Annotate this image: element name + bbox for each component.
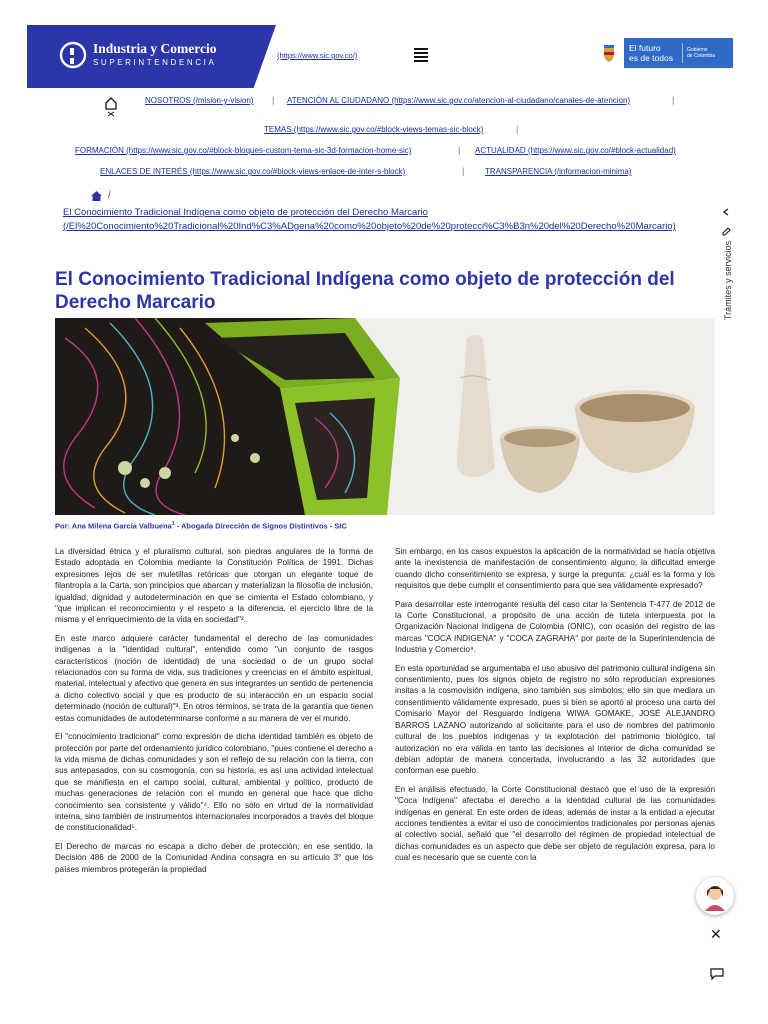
nav-enlaces[interactable]: ENLACES DE INTERÉS (https://www.sic.gov.co/#block-views-enlace-de-inter-s-block): [100, 167, 406, 176]
nav-formacion[interactable]: FORMACIÓN (https://www.sic.gov.co/#block-bloques-custom-tema-sic-3d-formacion-home-sic): [75, 146, 412, 155]
author-role: - Abogada Dirección de Signos Distintivos - SIC: [174, 521, 347, 531]
footnote-marker[interactable]: 1: [171, 521, 175, 527]
gov-label-line1: Gobierno: [687, 47, 708, 53]
chat-assistant-avatar[interactable]: [696, 877, 734, 915]
logo-subtitle: SUPERINTENDENCIA: [93, 58, 217, 67]
tramites-label[interactable]: Trámites y servicios: [723, 240, 733, 320]
paragraph: Sin embargo, en los casos expuestos la aplicación de la normatividad se hacía objetiva ante la inexistencia de manifestación de consentimiento alguno; la dificultad emerge cuando dicho consentimiento se expresa, y surge la pregunta: ¿cuál es la forma y los requisitos que debe cumplir el consentimiento para que sea válidamente expresado?: [395, 547, 715, 591]
pencil-icon: [721, 226, 732, 237]
gov-divider: [682, 43, 683, 63]
site-home-link[interactable]: (https://www.sic.gov.co/): [277, 51, 358, 60]
nav-transparencia[interactable]: TRANSPARENCIA (/informacion-minima): [485, 167, 632, 176]
paragraph: En esta oportunidad se argumentaba el uso abusivo del patrimonio cultural indígena sin consentimiento, pues los signos objeto de registro no sólo reproducían expresiones insitas a la cosmovisión indígena, sino también sus símbolos; ello sin que mediara un consentimiento válidamente expresado, pues si bien se aportó al proceso una carta del Comisario Mayor del Resguardo Indígena WIWA GOMAKE, JOSÉ ALEJANDRO BARROS LAZANO autorizando al solicitante para el uso de nombres del patrimonio cultural de los pueblos indígenas y la explotación del patrimonio biológico, tal autorización no era válida en tanto las decisiones al interior de dicha comunidad se debían adoptar de manera concertada, involucrando a las 32 autoridades que conforman ese pueblo.: [395, 663, 715, 776]
paragraph: Para desarrollar este interrogante resulta del caso citar la Sentencia T-477 de 2012 de la Corte Constitucional, a propósito de una acción de tutela interpuesta por la Organización Nacional Indígena de Colombia (ONIC), con ocasión del registro de las marcas "COCA INDIGENA" y "COCA ZAGRAHA" por parte de la Superintendencia de Industria y Comercio⁹.: [395, 599, 715, 655]
close-chat-icon[interactable]: ✕: [710, 926, 722, 942]
gov-label: [687, 47, 715, 59]
nav-separator: |: [516, 124, 519, 134]
nav-nosotros[interactable]: NOSOTROS (/mision-y-vision): [145, 96, 254, 105]
article-byline: [55, 521, 347, 531]
nav-actualidad[interactable]: ACTUALIDAD (https://www.sic.gov.co/#block-actualidad): [475, 146, 676, 155]
gov-label-line2: de Colombia: [687, 53, 716, 59]
message-icon[interactable]: [710, 968, 724, 980]
article-column-right: [395, 546, 715, 871]
paragraph: La diversidad étnica y el pluralismo cultural, son piedras angulares de la forma de Estado adoptada en Colombia mediante la Constitución Política de 1991. Dichas expresiones lejos de ser muletillas retóricas que otorgan un elegante toque de filantropía a la Carta, son principios que abarcan y materializan la filosofía de inclusión, igualdad, dignidad y autodeterminación en que se cimienta el Estado colombiano, y "que implican el reconocimiento y el respeto a la diferencia, el ejercicio libre de la misma y el enriquecimiento de la vida en sociedad"².: [55, 547, 373, 625]
paragraph: En este marco adquiere carácter fundamental el derecho de las comunidades indígenas a la "identidad cultural", entendido como "un conjunto de rasgos característicos (noción de identidad) de una sociedad o de un grupo social relacionados con su forma de vida, sus tradiciones y creencias en el ámbito espiritual, material, intelectual y afectivo que genera en sus integrantes un sentido de pertenencia a dicho colectivo social y que es producto de su interacción en un espacio social determinado (noción de cultural)"³. En otros términos, se trata de la garantía que tienen estas comunidades de autodeterminarse conforme a su manera de ver el mundo.: [55, 633, 373, 723]
author-name: Por: Ana Milena García Valbuena: [55, 521, 172, 531]
paragraph: El "conocimiento tradicional" como expresión de dicha identidad también es objeto de protección por parte del ordenamiento jurídico colombiano, "pues contiene el derecho a la vida misma de dichas comunidades y son el reflejo de su relación con la tierra, con sus antepasados, con su cosmogonía, con su historia, es así una actividad intelectual que se manifiesta en el campo social, cultural, ambiental y político, producto de muchas generaciones de relación con el mundo en general que hace que dicho conocimiento sea consistente y válido"⁴. Ello no sólo en virtud de la normatividad interna, sino también de instrumentos internacionales incorporados a través del bloque de constitucionalidad⁵.: [55, 732, 373, 833]
nav-separator: |: [458, 145, 461, 155]
hamburger-menu-icon[interactable]: [414, 48, 428, 62]
gov-slogan-line2: es de todos: [629, 53, 673, 63]
nav-atencion[interactable]: ATENCIÓN AL CIUDADANO (https://www.sic.gov.co/atencion-al-ciudadano/canales-de-atencion): [287, 96, 631, 105]
breadcrumb-home-icon[interactable]: [90, 190, 103, 202]
gov-slogan: [629, 43, 673, 63]
colombia-shield-icon: [594, 38, 624, 68]
paragraph: El Derecho de marcas no escapa a dicho deber de protección; en ese sentido, la Decisión 486 de 2000 de la Comunidad Andina consagra en su artículo 3° que los países miembros protegerán la propiedad: [55, 841, 373, 874]
nav-separator: |: [672, 95, 675, 105]
article-column-left: [55, 546, 373, 882]
article-title: El Conocimiento Tradicional Indígena como objeto de protección del Derecho Marcario: [55, 269, 675, 313]
home-nav-icon[interactable]: [105, 95, 117, 117]
nav-separator: |: [272, 95, 275, 105]
breadcrumb-current-link[interactable]: El Conocimiento Tradicional Indígena como objeto de protección del Derecho Marcario: [63, 207, 428, 218]
nav-temas[interactable]: TEMAS (https://www.sic.gov.co/#block-views-temas-sic-block): [264, 125, 484, 134]
article-hero-image: [55, 318, 715, 515]
breadcrumb-current-url[interactable]: (/El%20Conocimiento%20Tradicional%20Ind%C3%ADgena%20como%20objeto%20de%20protecci%C3%B3n%20del%20Derecho%20Marcario): [63, 221, 676, 232]
paragraph: En el análisis efectuado, la Corte Constitucional destacó que el uso de la expresión "Coca Indígena" afectaba el derecho a la identidad cultural de las comunidades indígenas en general. En este orden de ideas, además de instar a la entidad a ejecutar acciones tendientes a evitar el uso de conocimientos tradicionales por personas ajenas al colectivo social, señaló que "el desarrollo del régimen de propiedad intelectual de dichas comunidades es un aspecto que debe ser objeto de regulación expresa, para lo cual es necesario que se cuente con la: [395, 784, 715, 863]
chevron-left-icon: [721, 208, 731, 216]
sic-logo-icon: [58, 40, 88, 70]
logo-title: Industria y Comercio: [93, 41, 217, 56]
breadcrumb-separator: /: [108, 190, 111, 201]
nav-separator: |: [462, 166, 465, 176]
gov-slogan-line1: El futuro: [629, 43, 661, 53]
gov-co-banner[interactable]: [594, 38, 733, 68]
